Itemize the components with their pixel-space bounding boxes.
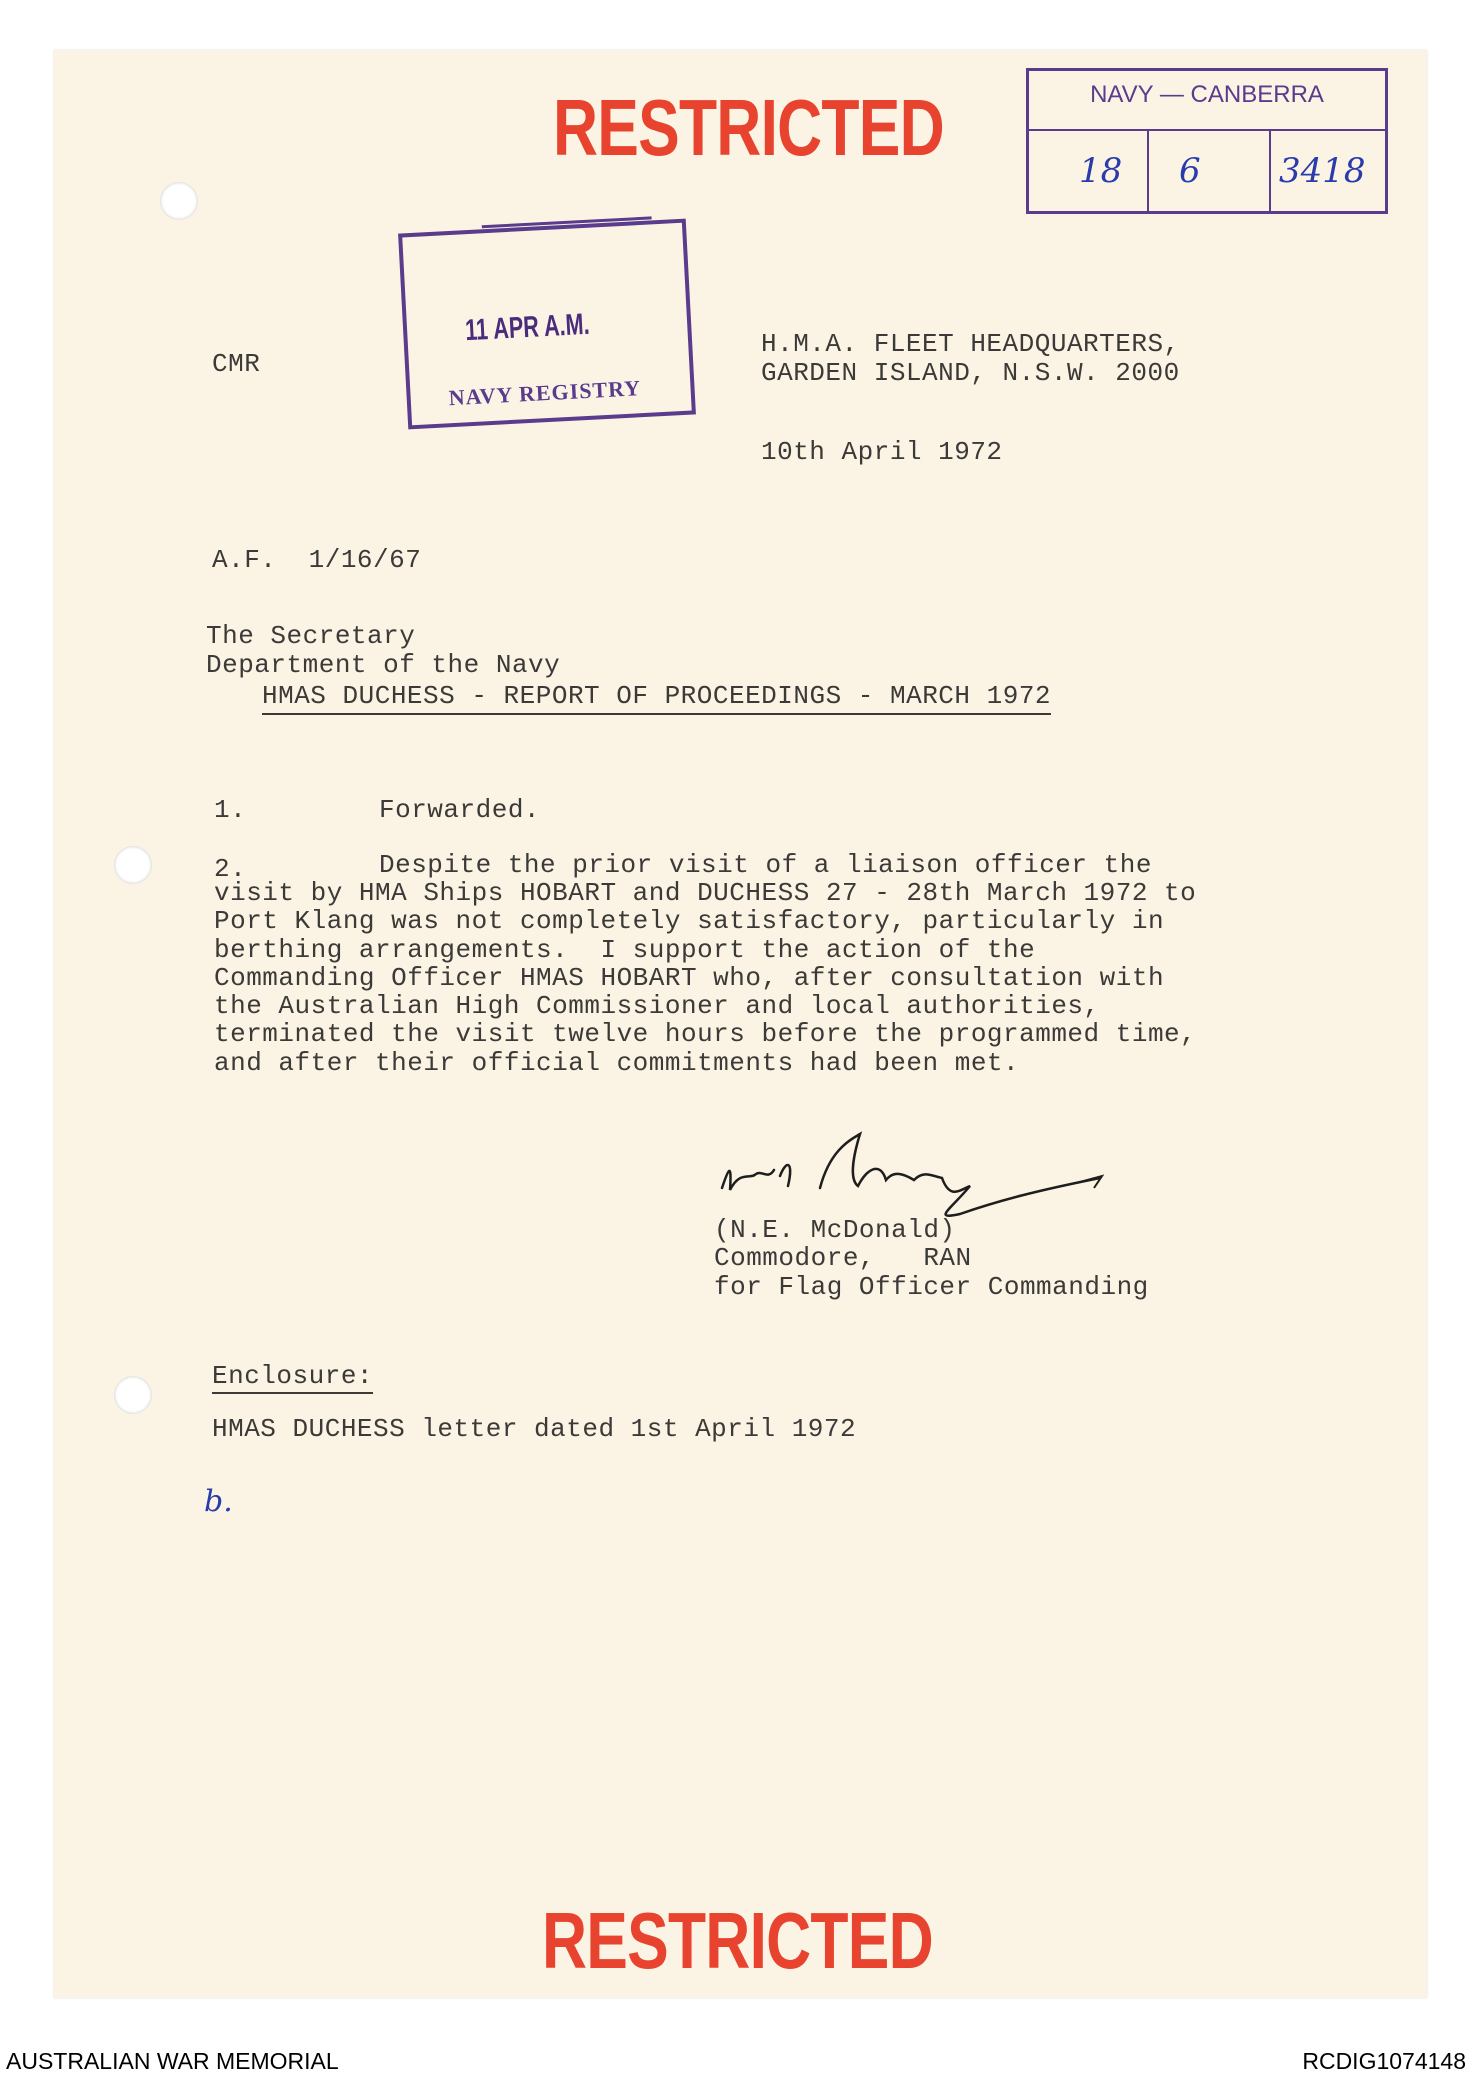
paragraph-1-text: Forwarded.	[379, 795, 541, 825]
paragraph-2-number: 2.	[214, 854, 247, 884]
stamp-label: NAVY REGISTRY	[448, 375, 642, 411]
stamp-day: 18	[1079, 151, 1123, 191]
classification-top: RESTRICTED	[553, 83, 944, 172]
paragraph-2-body: visit by HMA Ships HOBART and DUCHESS 27 - 28th March 1972 to Port Klang was not completely satisfactory, particularly in berthing arrangements. I support the action of the Commanding Officer HMAS HOBART who, after consultation with the Australian High Commissioner and local authorities, terminated the visit twelve hours before the programmed time, and after their official commitments had been met.	[214, 878, 1197, 1078]
classification-bottom: RESTRICTED	[542, 1896, 933, 1985]
stamp-divider	[1029, 129, 1385, 131]
reference-code: CMR	[212, 349, 261, 379]
file-reference: A.F. 1/16/67	[212, 545, 422, 575]
subject-line: HMAS DUCHESS - REPORT OF PROCEEDINGS - MARCH 1972	[262, 682, 1051, 715]
letter-date: 10th April 1972	[761, 437, 1003, 467]
signatory-role: for Flag Officer Commanding	[714, 1272, 1149, 1302]
enclosure-text: HMAS DUCHESS letter dated 1st April 1972	[212, 1414, 857, 1444]
paragraph-2-first-line: Despite the prior visit of a liaison officer the	[379, 850, 1152, 880]
canberra-registry-stamp	[1026, 68, 1388, 214]
address-line-1: H.M.A. FLEET HEADQUARTERS,	[761, 329, 1180, 359]
signatory-rank: Commodore, RAN	[714, 1243, 972, 1273]
address-line-2: GARDEN ISLAND, N.S.W. 2000	[761, 358, 1180, 388]
navy-registry-stamp	[398, 219, 696, 430]
enclosure-label: Enclosure:	[212, 1362, 373, 1394]
recipient-line-2: Department of the Navy	[206, 650, 561, 680]
stamp-divider	[1269, 129, 1271, 211]
stamp-divider	[1147, 129, 1149, 211]
handwritten-mark: b.	[204, 1484, 233, 1519]
signatory-name: (N.E. McDonald)	[714, 1215, 956, 1245]
stamp-file-number: 3418	[1279, 151, 1366, 191]
footer-institution: AUSTRALIAN WAR MEMORIAL	[6, 2048, 339, 2074]
footer-record-id: RCDIG1074148	[1302, 2048, 1466, 2074]
stamp-title: NAVY — CANBERRA	[1090, 81, 1324, 108]
recipient-line-1: The Secretary	[206, 621, 416, 651]
punch-hole	[114, 846, 152, 884]
stamp-month: 6	[1179, 151, 1201, 191]
stamp-date: 11 APR A.M.	[464, 307, 591, 348]
paragraph-1-number: 1.	[214, 795, 247, 825]
punch-hole	[160, 182, 198, 220]
punch-hole	[114, 1376, 152, 1414]
